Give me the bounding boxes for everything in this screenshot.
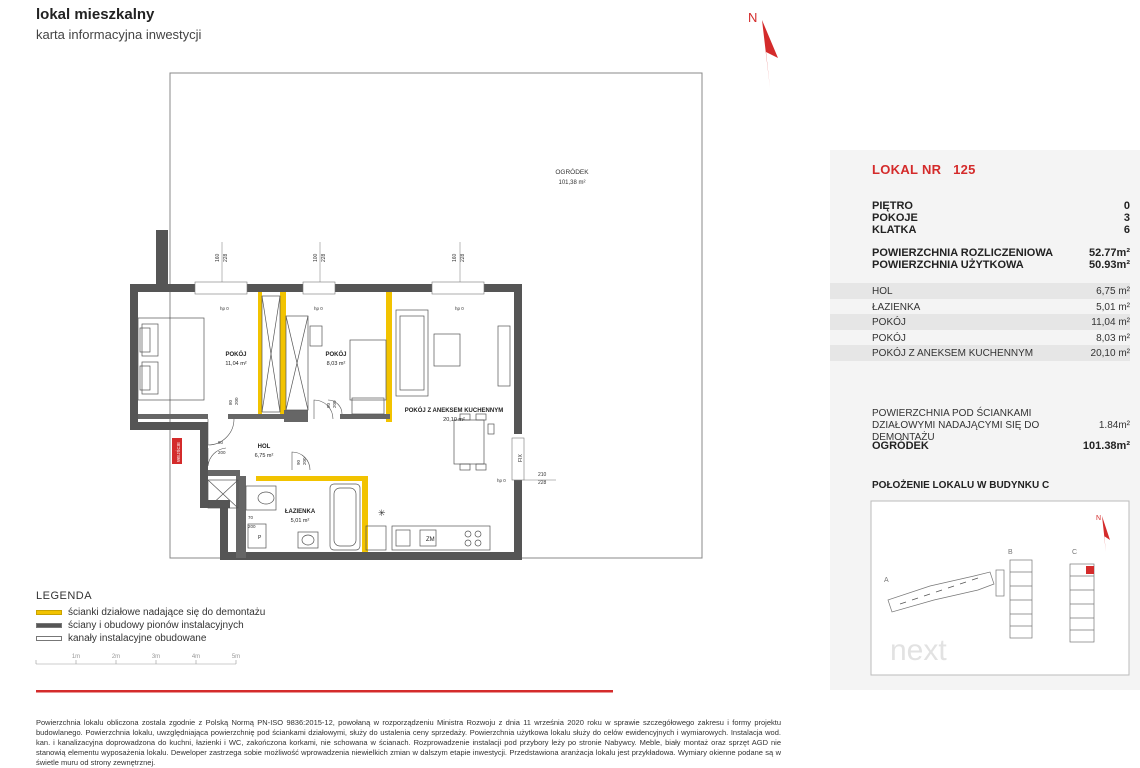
garden-outline xyxy=(170,73,702,558)
building-location-title: POŁOŻENIE LOKALU W BUDYNKU C xyxy=(872,480,1050,491)
lokal-title xyxy=(872,162,976,177)
legend-label: ścianki działowe nadające się do demontażu xyxy=(68,607,266,618)
lokal-label: LOKAL NR xyxy=(872,162,942,177)
watermark-logo: next xyxy=(890,634,947,667)
kitchen-counter xyxy=(392,526,490,550)
hol-area: 6,75 m² xyxy=(254,453,274,459)
outer-wall-left-top xyxy=(156,230,168,292)
info-klatka: KLATKA 6 xyxy=(872,224,1130,236)
svg-text:80: 80 xyxy=(326,402,331,408)
fan-icon: ✳ xyxy=(378,508,386,518)
building-label-b: B xyxy=(1008,549,1013,556)
info-pow-uzytkowa: POWIERZCHNIA UŻYTKOWA 50.93m² xyxy=(872,259,1130,271)
svg-text:4m: 4m xyxy=(191,654,201,660)
svg-text:80: 80 xyxy=(218,440,224,445)
walls-label: POWIERZCHNIA POD ŚCIANKAMI DZIAŁOWYMI NADAJĄCYMI SIĘ DO DEMONTAŻU xyxy=(872,408,1040,443)
zm-label: ZM xyxy=(426,537,435,543)
svg-text:3m: 3m xyxy=(151,654,161,660)
lokal-number: 125 xyxy=(953,162,976,177)
window-dim-lines xyxy=(222,242,460,282)
compass-icon xyxy=(748,10,778,88)
legend xyxy=(36,590,265,645)
svg-text:70: 70 xyxy=(248,515,254,520)
windows xyxy=(195,282,524,480)
room-row: POKÓJ Z ANEKSEM KUCHENNYM 20,10 m² xyxy=(830,345,1130,361)
scale-bar xyxy=(36,654,240,664)
bedroom1-furniture xyxy=(138,318,204,400)
separator-line xyxy=(36,690,613,693)
unit-location-marker xyxy=(1086,566,1094,574)
bath-label: ŁAZIENKA xyxy=(284,509,316,515)
legend-item xyxy=(36,606,265,619)
legend-swatch-yellow xyxy=(36,610,62,615)
room-row: POKÓJ 11,04 m² xyxy=(830,314,1130,330)
walls-value: 1.84m² xyxy=(1098,420,1130,431)
svg-text:228: 228 xyxy=(538,480,547,486)
svg-text:hp 0: hp 0 xyxy=(497,478,506,483)
entrance-label: WEJŚCIE xyxy=(176,441,181,462)
legend-title: LEGENDA xyxy=(36,590,93,602)
room-row: ŁAZIENKA 5,01 m² xyxy=(872,301,1130,313)
svg-text:N: N xyxy=(1096,515,1102,522)
yellow-walls xyxy=(256,292,392,552)
info-ogrodek: OGRÓDEK 101.38m² xyxy=(872,440,1130,452)
page-title: lokal mieszkalny xyxy=(36,6,155,23)
svg-text:hp 0: hp 0 xyxy=(455,306,464,311)
info-pow-rozliczeniowa: POWIERZCHNIA ROZLICZENIOWA 52.77m² xyxy=(872,247,1130,259)
bath-area: 5,01 m² xyxy=(290,518,310,524)
living-furniture xyxy=(396,310,510,470)
svg-text:90: 90 xyxy=(296,459,301,465)
svg-text:hp 0: hp 0 xyxy=(314,306,323,311)
svg-text:hp 0: hp 0 xyxy=(220,306,229,311)
hol-label: HOL xyxy=(257,444,271,450)
svg-text:200: 200 xyxy=(248,524,256,529)
window-dims xyxy=(215,253,466,262)
svg-text:160: 160 xyxy=(452,253,458,262)
legend-label: ściany i obudowy pionów instalacyjnych xyxy=(68,620,244,631)
garden-label: OGRÓDEK xyxy=(555,169,589,176)
room-row: HOL 6,75 m² xyxy=(830,283,1130,299)
svg-text:200: 200 xyxy=(332,400,337,408)
room-row: POKÓJ 8,03 m² xyxy=(872,332,1130,344)
compass-letter: N xyxy=(748,10,758,25)
site-minimap xyxy=(870,500,1132,680)
room1-area: 11,04 m² xyxy=(225,361,247,367)
p-label: P xyxy=(258,535,262,541)
room2-label: POKÓJ xyxy=(325,352,347,358)
legend-swatch-white xyxy=(36,636,62,641)
page-subtitle: karta informacyjna inwestycji xyxy=(36,27,202,42)
legend-label: kanały instalacyjne obudowane xyxy=(68,633,207,644)
building-label-a: A xyxy=(884,577,889,584)
svg-text:1m: 1m xyxy=(71,654,81,660)
svg-text:200: 200 xyxy=(302,457,307,465)
svg-text:200: 200 xyxy=(218,450,226,455)
legend-swatch-dark xyxy=(36,623,62,628)
room3-label: POKÓJ Z ANEKSEM KUCHENNYM xyxy=(404,408,504,414)
bedroom2-furniture xyxy=(310,326,386,414)
legend-item xyxy=(36,619,265,632)
svg-text:100: 100 xyxy=(313,253,319,262)
info-pokoje: POKOJE 3 xyxy=(872,212,1130,224)
svg-text:228: 228 xyxy=(460,253,466,262)
room3-area: 20,10 m² xyxy=(443,417,465,423)
room2-area: 8,03 m² xyxy=(326,361,346,367)
entrance-marker xyxy=(172,438,182,464)
balcony-dims xyxy=(538,472,547,486)
svg-text:2m: 2m xyxy=(111,654,121,660)
legend-item xyxy=(36,632,265,645)
building-label-c: C xyxy=(1072,549,1078,556)
svg-text:160: 160 xyxy=(215,253,221,262)
footer-note: Powierzchnia lokalu obliczona zostala zgodnie z Polską Normą PN-ISO 9836:2015-12, powołaną w rozporządzeniu Ministra Rozwoju z dnia 11 września 2020 roku w sprawie szczegółowego zakresu i formy projektu budowlanego. Powierzchnia lokalu, uwzględniająca powierzchnię pod ściankami działowymi, służy do ustalenia ceny sprzedaży. Powierzchnia użytkowa lokalu służy do celów ewidencyjnych i wymiarowych. Instalacja wod. kan. i kanalizacyjna doprowadzona do kuchni, łazienki i WC, zakończona korkami, nie schowana w ścianach. Rozprowadzenie instalacji pod przybory leży po stronie Nabywcy. Meble, biały montaż oraz sprzęt AGD nie stanowią elementu wyposażenia lokalu. Deweloper zastrzega sobie możliwość wprowadzenia niewielkich zmian w dalszym etapie inwestycji. Przedstawiona aranżacja lokalu jest przykładowa. Wymiary okienne podane są w świetle muru od strony zewnętrznej. xyxy=(36,718,781,767)
fix-label: FIX xyxy=(518,454,524,462)
svg-text:228: 228 xyxy=(223,253,229,262)
garden-area: 101,38 m² xyxy=(558,180,586,186)
svg-text:80: 80 xyxy=(228,399,233,405)
svg-text:200: 200 xyxy=(234,397,239,405)
doors xyxy=(208,400,342,470)
svg-text:210: 210 xyxy=(538,472,547,478)
room1-label: POKÓJ xyxy=(225,352,247,358)
svg-text:5m: 5m xyxy=(231,654,241,660)
info-pietro: PIĘTRO 0 xyxy=(872,200,1130,212)
svg-text:228: 228 xyxy=(321,253,327,262)
